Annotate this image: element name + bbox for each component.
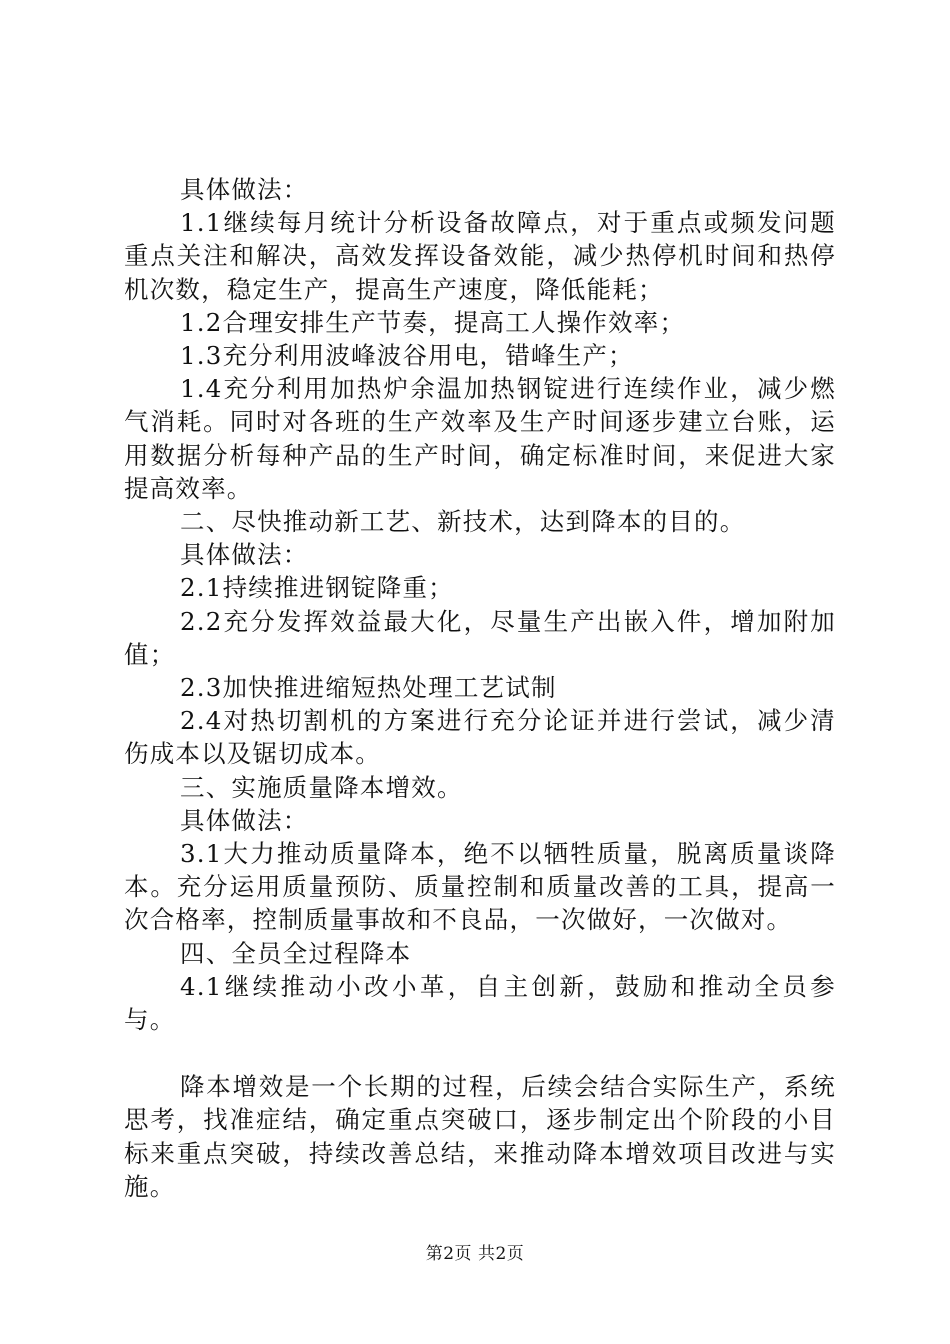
paragraph-item-1-3: 1.3充分利用波峰波谷用电，错峰生产；	[180, 341, 634, 371]
paragraph-item-1-2: 1.2合理安排生产节奏，提高工人操作效率；	[180, 307, 686, 337]
section-heading-2: 二、尽快推动新工艺、新技术，达到降本的目的。	[180, 507, 746, 537]
section-heading-3: 三、实施质量降本增效。	[180, 772, 463, 802]
paragraph-item-2-4: 2.4对热切割机的方案进行充分论证并进行尝试，减少清伤成本以及锯切成本。	[124, 706, 836, 769]
paragraph-closing: 降本增效是一个长期的过程，后续会结合实际生产，系统思考，找准症结，确定重点突破口，逐步制定出个阶段的小目标来重点突破，持续改善总结，来推动降本增效项目改进与实施。	[124, 1072, 836, 1201]
paragraph-method-heading: 具体做法：	[180, 540, 309, 570]
paragraph-method-heading: 具体做法：	[180, 805, 309, 835]
paragraph-item-2-1: 2.1持续推进钢锭降重；	[180, 573, 454, 603]
document-body	[124, 173, 836, 1203]
paragraph-item-3-1: 3.1大力推动质量降本，绝不以牺牲质量，脱离质量谈降本。充分运用质量预防、质量控制和质量改善的工具，提高一次合格率，控制质量事故和不良品，一次做好，一次做对。	[124, 839, 836, 935]
section-heading-4: 四、全员全过程降本	[180, 938, 412, 968]
paragraph-item-2-2: 2.2充分发挥效益最大化，尽量生产出嵌入件，增加附加值；	[124, 606, 836, 669]
paragraph-method-heading: 具体做法：	[180, 175, 309, 204]
paragraph-item-1-4: 1.4充分利用加热炉余温加热钢锭进行连续作业，减少燃气消耗。同时对各班的生产效率及生产时间逐步建立台账，运用数据分析每种产品的生产时间，确定标准时间，来促进大家提高效率。	[124, 374, 836, 503]
paragraph-item-1-1: 1.1继续每月统计分析设备故障点，对于重点或频发问题重点关注和解决，高效发挥设备效能，减少热停机时间和热停机次数，稳定生产，提高生产速度，降低能耗；	[124, 208, 836, 304]
paragraph-item-4-1: 4.1继续推动小改小革，自主创新，鼓励和推动全员参与。	[124, 971, 836, 1035]
page-number-footer: 第2页 共2页	[425, 1244, 525, 1264]
paragraph-item-2-3: 2.3加快推进缩短热处理工艺试制	[180, 673, 557, 703]
